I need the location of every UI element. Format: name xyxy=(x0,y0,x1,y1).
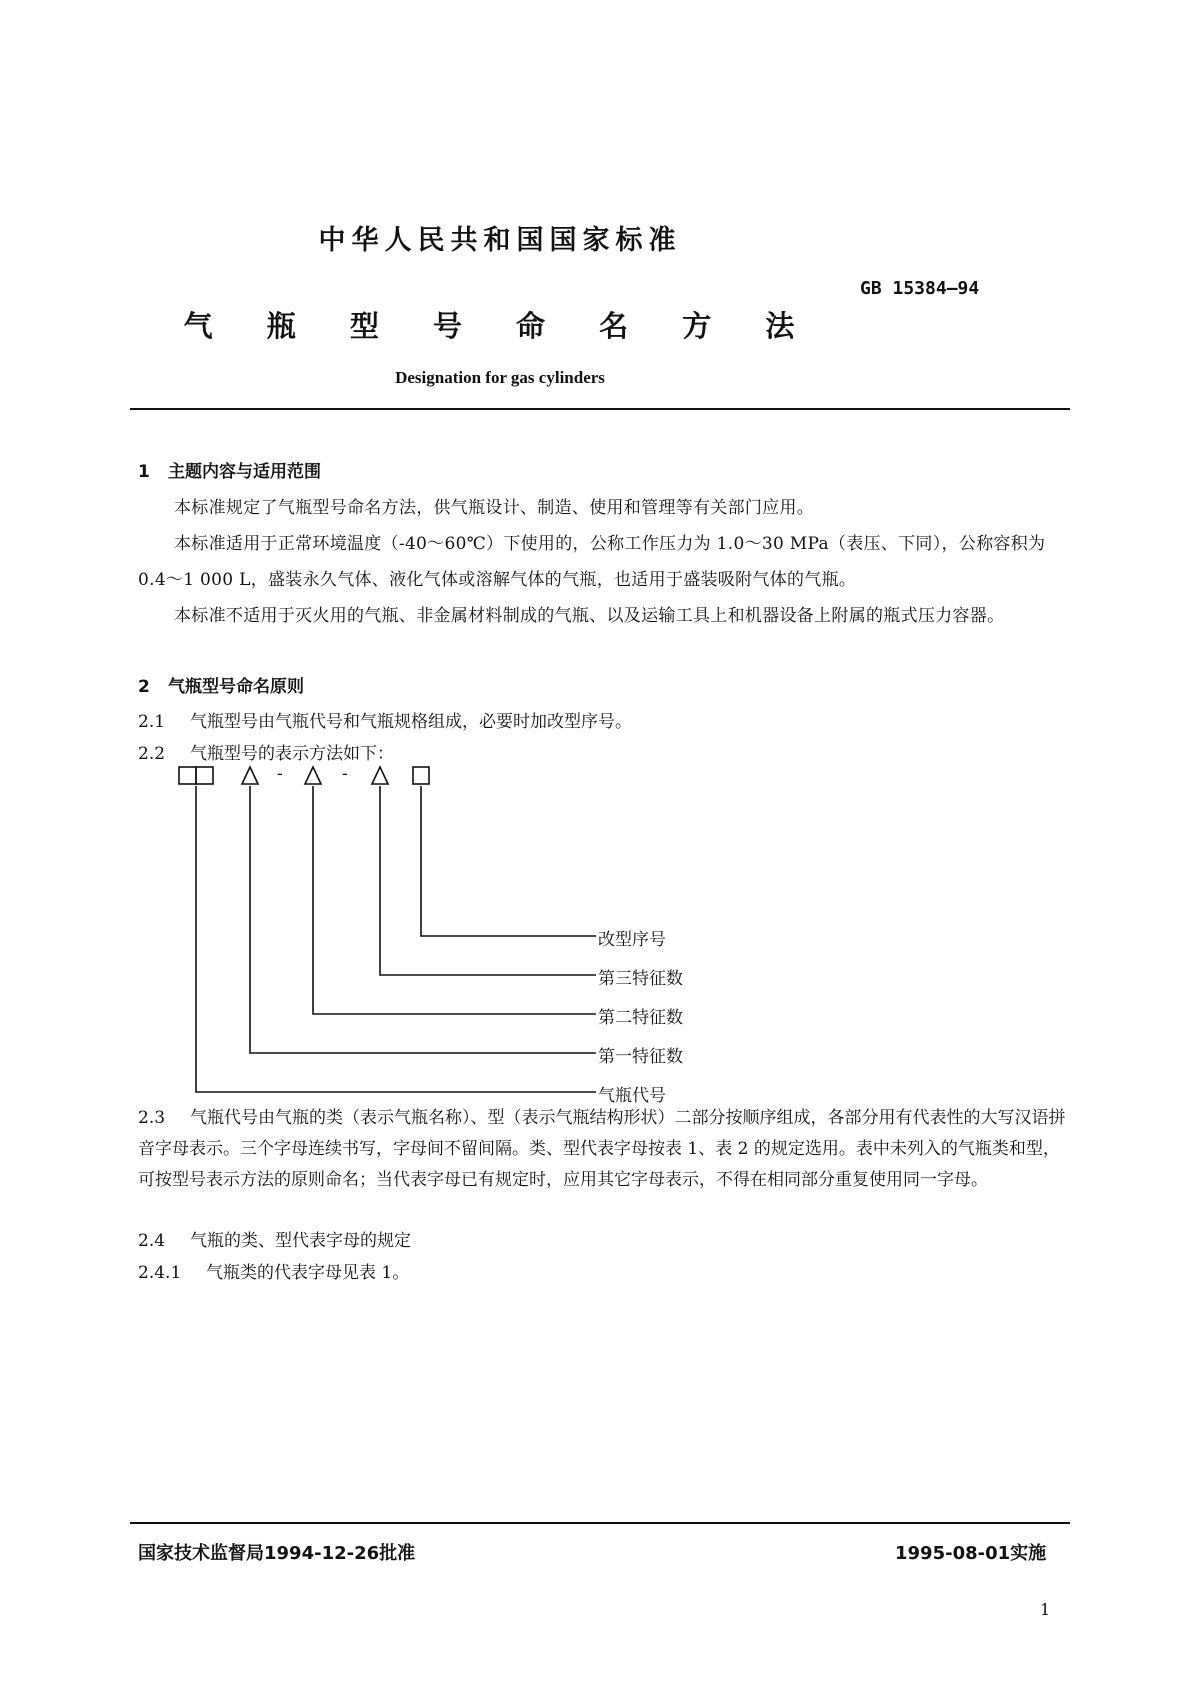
standard-title: 中华人民共和国国家标准 xyxy=(318,225,682,256)
clause-2-4-1-text: 气瓶类的代表字母见表 1。 xyxy=(206,1263,410,1283)
revision-leader-line xyxy=(421,786,596,936)
code-box-1 xyxy=(179,767,196,784)
approval-date: 国家技术监督局1994-12-26批准 xyxy=(138,1543,416,1564)
clause-2-4-1 xyxy=(138,1255,1070,1291)
code-leader-line xyxy=(196,786,596,1092)
clause-2-3 xyxy=(138,1103,1070,1196)
implementation-date: 1995-08-01实施 xyxy=(895,1543,1047,1564)
code-box-2 xyxy=(196,767,213,784)
second-feature-triangle xyxy=(305,767,321,784)
clause-2-3-text: 气瓶代号由气瓶的类（表示气瓶名称）、型（表示气瓶结构形状）二部分按顺序组成，各部分用有代表性的大写汉语拼音字母表示。三个字母连续书写，字母间不留间隔。类、型代表字母按表 1、表 2 的规定选用。表中未列入的气瓶类和型，可按型号表示方法的原则命名；当代表字母已有规定时，应用其它字母表示，不得在相同部分重复使用同一字母。 xyxy=(138,1108,1066,1190)
clause-2-4-text: 气瓶的类、型代表字母的规定 xyxy=(190,1231,411,1251)
clause-2-2-number: 2.2 xyxy=(138,744,166,764)
section-1-title: 主题内容与适用范围 xyxy=(168,462,321,482)
footer-divider xyxy=(130,1522,1070,1524)
diagram-dash-1: - xyxy=(277,764,283,784)
third-feature-triangle xyxy=(372,767,388,784)
section-2-number: 2 xyxy=(138,677,150,697)
page-number: 1 xyxy=(1040,1600,1051,1619)
clause-2-4-number: 2.4 xyxy=(138,1231,166,1251)
clause-2-3-number: 2.3 xyxy=(138,1108,166,1128)
label-second-feature: 第二特征数 xyxy=(598,1008,683,1028)
section-1-number: 1 xyxy=(138,462,150,482)
document-title: 气 瓶 型 号 命 名 方 法 xyxy=(183,309,817,343)
section-1-paragraph-1: 本标准规定了气瓶型号命名方法，供气瓶设计、制造、使用和管理等有关部门应用。 xyxy=(174,498,815,518)
second-feature-leader-line xyxy=(313,786,596,1014)
label-first-feature: 第一特征数 xyxy=(598,1047,683,1067)
label-cylinder-code: 气瓶代号 xyxy=(598,1086,666,1106)
clause-2-2-text: 气瓶型号的表示方法如下： xyxy=(190,744,394,764)
clause-2-4 xyxy=(138,1223,1070,1259)
standard-code: GB 15384—94 xyxy=(860,278,980,299)
clause-2-1-text: 气瓶型号由气瓶代号和气瓶规格组成，必要时加改型序号。 xyxy=(190,712,632,732)
document-title-english: Designation for gas cylinders xyxy=(395,368,605,387)
revision-box xyxy=(413,767,429,784)
third-feature-leader-line xyxy=(380,786,596,975)
clause-2-4-1-number: 2.4.1 xyxy=(138,1263,182,1283)
first-feature-leader-line xyxy=(250,786,596,1053)
section-1-paragraph-3: 本标准不适用于灭火用的气瓶、非金属材料制成的气瓶、以及运输工具上和机器设备上附属的瓶式压力容器。 xyxy=(174,606,1005,626)
label-revision-number: 改型序号 xyxy=(598,930,666,950)
section-2-title: 气瓶型号命名原则 xyxy=(168,677,304,697)
label-third-feature: 第三特征数 xyxy=(598,969,683,989)
diagram-dash-2: - xyxy=(342,764,348,784)
first-feature-triangle xyxy=(242,767,258,784)
section-1-paragraph-2: 本标准适用于正常环境温度（-40～60℃）下使用的，公称工作压力为 1.0～30 MPa（表压、下同），公称容积为 0.4～1 000 L，盛装永久气体、液化气体或溶解气体的气瓶，也适用于盛装吸附气体的气瓶。 xyxy=(138,534,1046,590)
clause-2-1-number: 2.1 xyxy=(138,712,166,732)
